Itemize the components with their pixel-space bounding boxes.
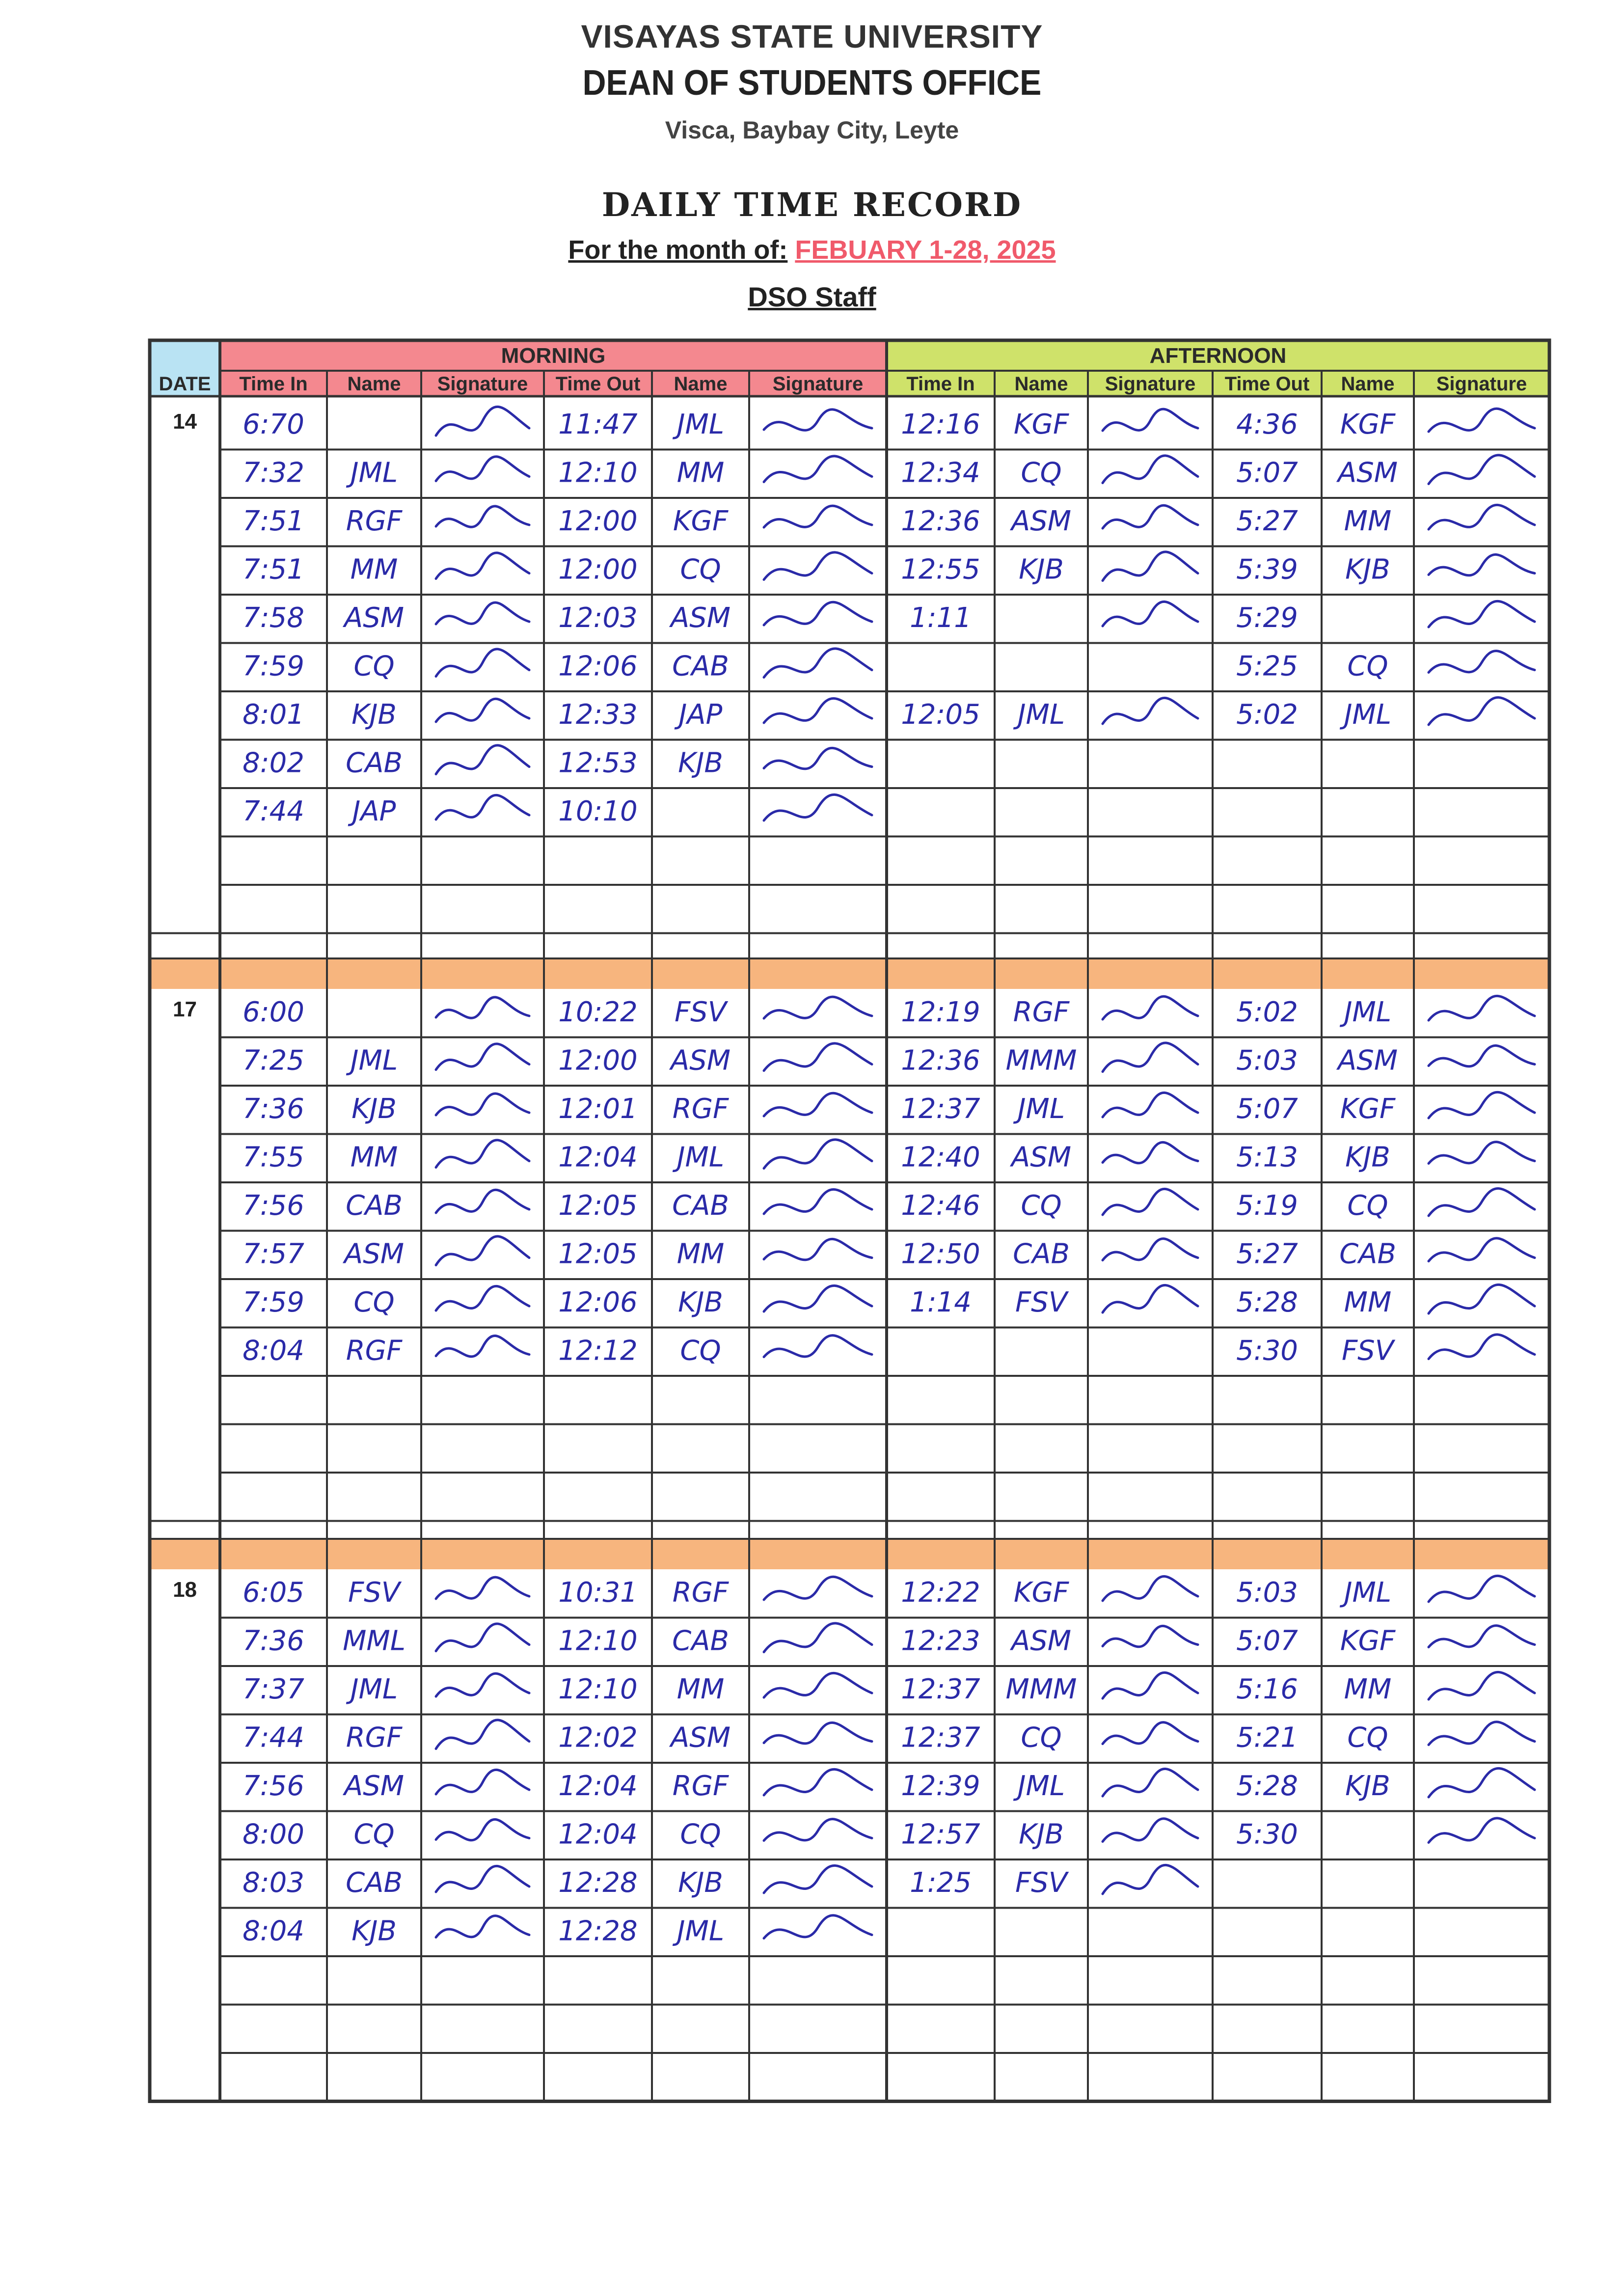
handwritten-entry: CAB bbox=[346, 747, 403, 779]
handwritten-entry: JML bbox=[1017, 699, 1065, 731]
handwritten-entry: 7:37 bbox=[243, 1673, 304, 1705]
handwritten-entry: JML bbox=[350, 1673, 398, 1705]
signature-mark bbox=[436, 1819, 529, 1840]
signature-mark bbox=[1429, 1142, 1535, 1164]
handwritten-entry: 5:39 bbox=[1236, 553, 1298, 586]
handwritten-entry: CAB bbox=[1339, 1238, 1396, 1270]
signature-mark bbox=[764, 1043, 872, 1071]
handwritten-entry: KJB bbox=[1345, 1770, 1390, 1802]
handwritten-entry: JML bbox=[677, 409, 725, 440]
handwritten-entry: 12:39 bbox=[901, 1770, 980, 1802]
block-date: 18 bbox=[173, 1578, 197, 1602]
signature-mark bbox=[436, 1093, 529, 1115]
signature-mark bbox=[1103, 996, 1198, 1019]
signature-mark bbox=[1103, 1239, 1198, 1260]
handwritten-entry: KJB bbox=[1019, 553, 1064, 586]
signature-mark bbox=[1429, 1722, 1535, 1745]
signature-mark bbox=[1103, 1865, 1198, 1894]
column-header-time-out: Time Out bbox=[555, 373, 641, 395]
signature-mark bbox=[436, 553, 529, 579]
handwritten-entry: 1:11 bbox=[910, 602, 972, 634]
handwritten-entry: 7:51 bbox=[243, 505, 304, 537]
handwritten-entry: 4:36 bbox=[1236, 409, 1298, 440]
handwritten-entry: CQ bbox=[1347, 1722, 1388, 1754]
handwritten-entry: 5:28 bbox=[1236, 1770, 1298, 1802]
handwritten-entry: FSV bbox=[348, 1577, 401, 1609]
signature-mark bbox=[436, 1336, 529, 1356]
handwritten-entry: ASM bbox=[344, 1770, 405, 1802]
signature-mark bbox=[764, 456, 872, 482]
signature-mark bbox=[1103, 1626, 1198, 1646]
handwritten-entry: 8:02 bbox=[243, 747, 304, 779]
signature-mark bbox=[436, 795, 529, 820]
signature-mark bbox=[1103, 1285, 1198, 1312]
university-name: VISAYAS STATE UNIVERSITY bbox=[581, 18, 1043, 55]
signature-mark bbox=[1103, 1142, 1198, 1163]
handwritten-entry: KJB bbox=[1345, 553, 1390, 586]
handwritten-entry: MM bbox=[1344, 1286, 1392, 1318]
handwritten-entry: 12:55 bbox=[901, 553, 980, 586]
handwritten-entry: 12:02 bbox=[558, 1722, 638, 1754]
handwritten-entry: 12:53 bbox=[558, 747, 638, 779]
handwritten-entry: MMM bbox=[1005, 1673, 1077, 1705]
handwritten-entry: KGF bbox=[1340, 1093, 1396, 1125]
handwritten-entry: KJB bbox=[1019, 1818, 1064, 1851]
signature-mark bbox=[764, 1239, 872, 1259]
handwritten-entry: 5:19 bbox=[1236, 1190, 1298, 1222]
handwritten-entry: CAB bbox=[672, 1625, 729, 1657]
signature-mark bbox=[436, 1140, 529, 1168]
handwritten-entry: MM bbox=[350, 553, 398, 586]
handwritten-entry: JML bbox=[350, 457, 398, 489]
handwritten-entry: 12:36 bbox=[901, 505, 980, 537]
column-header-signature: Signature bbox=[1436, 373, 1527, 395]
signature-mark bbox=[436, 1236, 529, 1265]
handwritten-entry: MMM bbox=[1005, 1044, 1077, 1077]
handwritten-entry: 8:04 bbox=[243, 1335, 304, 1367]
column-header-time-out: Time Out bbox=[1224, 373, 1310, 395]
signature-mark bbox=[436, 1673, 529, 1696]
handwritten-entry: 12:23 bbox=[901, 1625, 980, 1657]
column-header-name: Name bbox=[1341, 373, 1395, 395]
handwritten-entry: 12:00 bbox=[558, 505, 638, 537]
column-header-name: Name bbox=[1014, 373, 1068, 395]
signature-mark bbox=[1429, 1768, 1535, 1797]
signature-mark bbox=[436, 506, 529, 527]
signature-mark bbox=[1103, 505, 1198, 528]
handwritten-entry: 12:50 bbox=[901, 1238, 980, 1270]
handwritten-entry: 12:57 bbox=[901, 1818, 980, 1851]
handwritten-entry: CQ bbox=[680, 553, 721, 586]
signature-mark bbox=[1103, 1043, 1198, 1072]
handwritten-entry: KGF bbox=[1013, 409, 1069, 440]
signature-mark bbox=[436, 602, 529, 624]
handwritten-entry: MM bbox=[1344, 505, 1392, 537]
handwritten-entry: ASM bbox=[1337, 457, 1398, 489]
signature-mark bbox=[1103, 1769, 1198, 1796]
signature-mark bbox=[1103, 1672, 1198, 1698]
signature-mark bbox=[436, 1286, 529, 1311]
handwritten-entry: 6:00 bbox=[243, 996, 304, 1028]
signature-mark bbox=[764, 1093, 872, 1116]
block-date: 17 bbox=[173, 997, 197, 1021]
signature-mark bbox=[1429, 1238, 1535, 1261]
handwritten-entry: KJB bbox=[1345, 1141, 1390, 1174]
signature-mark bbox=[764, 1819, 872, 1841]
handwritten-entry: CAB bbox=[672, 1190, 729, 1222]
handwritten-entry: 12:10 bbox=[558, 1625, 638, 1657]
handwritten-entry: JML bbox=[677, 1915, 725, 1947]
handwritten-entry: 10:10 bbox=[558, 795, 638, 827]
handwritten-entry: 7:44 bbox=[243, 795, 304, 827]
handwritten-entry: KGF bbox=[1013, 1577, 1069, 1609]
handwritten-entry: 6:70 bbox=[243, 409, 304, 440]
handwritten-entry: 12:40 bbox=[901, 1141, 980, 1174]
handwritten-entry: 5:28 bbox=[1236, 1286, 1298, 1318]
handwritten-entry: RGF bbox=[346, 1335, 403, 1367]
afternoon-label: AFTERNOON bbox=[1149, 344, 1287, 368]
handwritten-entry: 12:04 bbox=[558, 1770, 638, 1802]
signature-mark bbox=[1429, 1188, 1535, 1216]
handwritten-entry: MM bbox=[1344, 1673, 1392, 1705]
handwritten-entry: 12:05 bbox=[558, 1190, 638, 1222]
signature-mark bbox=[764, 1577, 872, 1600]
handwritten-entry: 5:30 bbox=[1236, 1818, 1298, 1851]
signature-mark bbox=[764, 1336, 872, 1357]
handwritten-entry: ASM bbox=[1011, 1625, 1072, 1657]
handwritten-entry: 12:06 bbox=[558, 650, 638, 683]
signature-mark bbox=[1103, 601, 1198, 626]
signature-mark bbox=[764, 794, 872, 820]
handwritten-entry: 6:05 bbox=[243, 1577, 304, 1609]
handwritten-entry: 5:21 bbox=[1236, 1722, 1298, 1754]
signature-mark bbox=[1103, 698, 1198, 724]
handwritten-entry: CQ bbox=[680, 1335, 721, 1367]
signature-mark bbox=[764, 649, 872, 678]
handwritten-entry: MM bbox=[677, 1238, 725, 1270]
signature-mark bbox=[764, 1915, 872, 1939]
signature-mark bbox=[436, 1770, 529, 1794]
handwritten-entry: CAB bbox=[1013, 1238, 1070, 1270]
handwritten-entry: 1:14 bbox=[910, 1286, 972, 1318]
handwritten-entry: MM bbox=[677, 457, 725, 489]
signature-mark bbox=[436, 1866, 529, 1892]
handwritten-entry: 7:44 bbox=[243, 1722, 304, 1754]
column-header-date: DATE bbox=[159, 373, 211, 395]
handwritten-entry: 12:28 bbox=[558, 1867, 638, 1899]
handwritten-entry: 5:03 bbox=[1236, 1044, 1298, 1077]
handwritten-entry: 7:36 bbox=[243, 1625, 304, 1657]
handwritten-entry: CQ bbox=[353, 650, 395, 683]
handwritten-entry: ASM bbox=[670, 1722, 731, 1754]
column-header-signature: Signature bbox=[437, 373, 528, 395]
handwritten-entry: KJB bbox=[678, 1286, 723, 1318]
handwritten-entry: JML bbox=[1017, 1093, 1065, 1125]
handwritten-entry: FSV bbox=[1341, 1335, 1394, 1367]
handwritten-entry: 12:22 bbox=[901, 1577, 980, 1609]
signature-mark bbox=[1429, 651, 1535, 673]
signature-mark bbox=[1429, 996, 1535, 1020]
block-date: 14 bbox=[173, 410, 197, 434]
handwritten-entry: KJB bbox=[352, 1915, 397, 1947]
handwritten-entry: 12:05 bbox=[558, 1238, 638, 1270]
signature-mark bbox=[1429, 455, 1535, 484]
handwritten-entry: 8:03 bbox=[243, 1867, 304, 1899]
handwritten-entry: 5:25 bbox=[1236, 650, 1298, 683]
handwritten-entry: KGF bbox=[673, 505, 729, 537]
signature-mark bbox=[1429, 1626, 1535, 1647]
handwritten-entry: 8:04 bbox=[243, 1915, 304, 1947]
handwritten-entry: ASM bbox=[344, 1238, 405, 1270]
signature-mark bbox=[436, 407, 529, 436]
handwritten-entry: FSV bbox=[1015, 1286, 1068, 1318]
handwritten-entry: RGF bbox=[672, 1577, 729, 1609]
handwritten-entry: 12:37 bbox=[901, 1722, 980, 1754]
handwritten-entry: 12:34 bbox=[901, 457, 980, 489]
signature-mark bbox=[1429, 409, 1535, 432]
handwritten-entry: 7:59 bbox=[243, 1286, 304, 1318]
column-header-signature: Signature bbox=[772, 373, 864, 395]
handwritten-entry: 12:12 bbox=[558, 1335, 638, 1367]
signature-mark bbox=[1103, 1722, 1198, 1744]
handwritten-entry: RGF bbox=[346, 505, 403, 537]
signature-mark bbox=[1429, 505, 1535, 529]
signature-mark bbox=[1429, 1818, 1535, 1843]
handwritten-entry: CAB bbox=[346, 1190, 403, 1222]
signature-mark bbox=[764, 1769, 872, 1795]
handwritten-entry: RGF bbox=[672, 1770, 729, 1802]
signature-mark bbox=[764, 506, 872, 527]
handwritten-entry: MM bbox=[677, 1673, 725, 1705]
handwritten-entry: KJB bbox=[352, 1093, 397, 1125]
signature-mark bbox=[436, 457, 529, 481]
signature-mark bbox=[764, 997, 872, 1018]
column-header-time-in: Time In bbox=[239, 373, 308, 395]
office-name: DEAN OF STUDENTS OFFICE bbox=[582, 63, 1042, 103]
handwritten-entry: CQ bbox=[353, 1818, 395, 1851]
signature-mark bbox=[436, 1577, 529, 1599]
handwritten-entry: 12:46 bbox=[901, 1190, 980, 1222]
handwritten-entry: 10:22 bbox=[558, 996, 638, 1028]
handwritten-entry: 5:13 bbox=[1236, 1141, 1298, 1174]
handwritten-entry: 7:58 bbox=[243, 602, 304, 634]
handwritten-entry: 7:57 bbox=[243, 1238, 304, 1270]
block-separator bbox=[150, 1539, 1549, 1569]
handwritten-entry: JML bbox=[1344, 996, 1392, 1028]
signature-mark bbox=[764, 698, 872, 723]
handwritten-entry: CQ bbox=[353, 1286, 395, 1318]
handwritten-entry: ASM bbox=[1011, 505, 1072, 537]
handwritten-entry: 7:56 bbox=[243, 1770, 304, 1802]
signature-mark bbox=[1103, 1093, 1198, 1117]
handwritten-entry: 10:31 bbox=[558, 1577, 638, 1609]
signature-mark bbox=[436, 997, 529, 1018]
handwritten-entry: RGF bbox=[672, 1093, 729, 1125]
signature-mark bbox=[764, 1673, 872, 1697]
handwritten-entry: MML bbox=[343, 1625, 406, 1657]
handwritten-entry: 7:25 bbox=[243, 1044, 304, 1077]
handwritten-entry: 5:02 bbox=[1236, 699, 1298, 731]
signature-mark bbox=[764, 552, 872, 580]
handwritten-entry: 12:06 bbox=[558, 1286, 638, 1318]
signature-mark bbox=[764, 1140, 872, 1169]
column-header-name: Name bbox=[347, 373, 401, 395]
handwritten-entry: 12:28 bbox=[558, 1915, 638, 1947]
handwritten-entry: FSV bbox=[674, 996, 727, 1028]
handwritten-entry: 1:25 bbox=[910, 1867, 972, 1899]
handwritten-entry: 7:59 bbox=[243, 650, 304, 683]
signature-mark bbox=[436, 745, 529, 774]
office-address: Visca, Baybay City, Leyte bbox=[665, 116, 959, 144]
handwritten-entry: 12:04 bbox=[558, 1141, 638, 1174]
signature-mark bbox=[1429, 601, 1535, 627]
handwritten-entry: CAB bbox=[672, 650, 729, 683]
column-header-name: Name bbox=[674, 373, 728, 395]
signature-mark bbox=[1103, 552, 1198, 581]
signature-mark bbox=[1429, 1576, 1535, 1602]
handwritten-entry: CQ bbox=[1021, 1722, 1062, 1754]
signature-mark bbox=[1103, 409, 1198, 431]
handwritten-entry: 12:05 bbox=[901, 699, 980, 731]
signature-mark bbox=[436, 1916, 529, 1938]
signature-mark bbox=[764, 1285, 872, 1312]
signature-mark bbox=[764, 748, 872, 768]
handwritten-entry: 12:10 bbox=[558, 457, 638, 489]
signature-mark bbox=[764, 410, 872, 430]
handwritten-entry: ASM bbox=[344, 602, 405, 634]
handwritten-entry: CQ bbox=[1021, 457, 1062, 489]
handwritten-entry: 5:07 bbox=[1236, 1625, 1298, 1657]
handwritten-entry: KJB bbox=[678, 1867, 723, 1899]
signature-mark bbox=[764, 1623, 872, 1652]
handwritten-entry: 12:33 bbox=[558, 699, 638, 731]
signature-mark bbox=[764, 1189, 872, 1214]
signature-mark bbox=[764, 1865, 872, 1893]
handwritten-entry: MM bbox=[350, 1141, 398, 1174]
handwritten-entry: 12:16 bbox=[901, 409, 980, 440]
month-label: For the month of: bbox=[568, 235, 788, 265]
handwritten-entry: CAB bbox=[346, 1867, 403, 1899]
morning-label: MORNING bbox=[501, 344, 606, 368]
signature-mark bbox=[1103, 456, 1198, 483]
handwritten-entry: 12:03 bbox=[558, 602, 638, 634]
signature-mark bbox=[1429, 554, 1535, 575]
signature-mark bbox=[1429, 1335, 1535, 1359]
handwritten-entry: JML bbox=[1344, 1577, 1392, 1609]
handwritten-entry: 8:01 bbox=[243, 699, 304, 731]
signature-mark bbox=[1429, 697, 1535, 725]
signature-mark bbox=[436, 1044, 529, 1070]
handwritten-entry: 12:04 bbox=[558, 1818, 638, 1851]
handwritten-entry: FSV bbox=[1015, 1867, 1068, 1899]
handwritten-entry: 12:01 bbox=[558, 1093, 638, 1125]
handwritten-entry: KJB bbox=[352, 699, 397, 731]
handwritten-entry: 12:00 bbox=[558, 553, 638, 586]
handwritten-entry: ASM bbox=[670, 602, 731, 634]
column-header-signature: Signature bbox=[1105, 373, 1196, 395]
signature-mark bbox=[764, 602, 872, 625]
handwritten-entry: JAP bbox=[352, 795, 396, 827]
signature-mark bbox=[436, 1190, 529, 1213]
block-separator bbox=[150, 958, 1549, 989]
handwritten-entry: RGF bbox=[346, 1722, 403, 1754]
document-title: DAILY TIME RECORD bbox=[601, 186, 1023, 224]
handwritten-entry: 5:27 bbox=[1236, 1238, 1298, 1270]
handwritten-entry: CQ bbox=[1347, 650, 1388, 683]
handwritten-entry: 12:36 bbox=[901, 1044, 980, 1077]
handwritten-entry: 5:02 bbox=[1236, 996, 1298, 1028]
signature-mark bbox=[436, 1624, 529, 1651]
handwritten-entry: 12:37 bbox=[901, 1093, 980, 1125]
handwritten-entry: 7:32 bbox=[243, 457, 304, 489]
signature-mark bbox=[1429, 1092, 1535, 1118]
handwritten-entry: 7:55 bbox=[243, 1141, 304, 1174]
signature-mark bbox=[1429, 1672, 1535, 1699]
signature-mark bbox=[1429, 1045, 1535, 1066]
handwritten-entry: 5:03 bbox=[1236, 1577, 1298, 1609]
handwritten-entry: ASM bbox=[1011, 1141, 1072, 1174]
handwritten-entry: RGF bbox=[1013, 996, 1070, 1028]
handwritten-entry: ASM bbox=[1337, 1044, 1398, 1077]
handwritten-entry: 7:56 bbox=[243, 1190, 304, 1222]
handwritten-entry: 12:10 bbox=[558, 1673, 638, 1705]
handwritten-entry: 5:16 bbox=[1236, 1673, 1298, 1705]
handwritten-entry: CQ bbox=[680, 1818, 721, 1851]
signature-mark bbox=[436, 699, 529, 722]
signature-mark bbox=[1103, 1576, 1198, 1601]
handwritten-entry: 5:27 bbox=[1236, 505, 1298, 537]
signature-mark bbox=[764, 1722, 872, 1743]
handwritten-entry: 5:30 bbox=[1236, 1335, 1298, 1367]
handwritten-entry: 5:07 bbox=[1236, 1093, 1298, 1125]
handwritten-entry: CQ bbox=[1021, 1190, 1062, 1222]
signature-mark bbox=[1103, 1189, 1198, 1215]
handwritten-entry: 5:29 bbox=[1236, 602, 1298, 634]
signature-mark bbox=[1103, 1819, 1198, 1842]
handwritten-entry: 7:36 bbox=[243, 1093, 304, 1125]
signature-mark bbox=[436, 649, 529, 677]
handwritten-entry: ASM bbox=[670, 1044, 731, 1077]
signature-mark bbox=[436, 1720, 529, 1749]
handwritten-entry: JML bbox=[1017, 1770, 1065, 1802]
handwritten-entry: KGF bbox=[1340, 409, 1396, 440]
staff-label: DSO Staff bbox=[748, 281, 876, 312]
handwritten-entry: JML bbox=[677, 1141, 725, 1174]
handwritten-entry: 8:00 bbox=[243, 1818, 304, 1851]
column-header-time-in: Time In bbox=[906, 373, 975, 395]
handwritten-entry: KJB bbox=[678, 747, 723, 779]
handwritten-entry: 12:19 bbox=[901, 996, 980, 1028]
handwritten-entry: 11:47 bbox=[558, 409, 638, 440]
handwritten-entry: KGF bbox=[1340, 1625, 1396, 1657]
handwritten-entry: CQ bbox=[1347, 1190, 1388, 1222]
month-value: FEBUARY 1-28, 2025 bbox=[795, 235, 1056, 265]
signature-mark bbox=[1429, 1285, 1535, 1313]
handwritten-entry: 12:37 bbox=[901, 1673, 980, 1705]
handwritten-entry: JAP bbox=[678, 699, 723, 731]
handwritten-entry: JML bbox=[1344, 699, 1392, 731]
handwritten-entry: 12:00 bbox=[558, 1044, 638, 1077]
handwritten-entry: JML bbox=[350, 1044, 398, 1077]
handwritten-entry: 7:51 bbox=[243, 553, 304, 586]
handwritten-entry: 5:07 bbox=[1236, 457, 1298, 489]
